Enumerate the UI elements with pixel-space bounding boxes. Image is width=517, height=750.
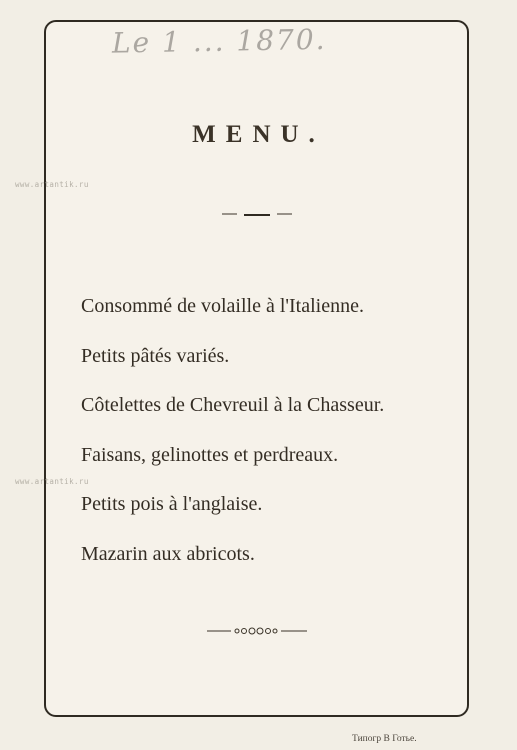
menu-list [81, 282, 461, 580]
menu-item: Petits pâtés variés. [81, 344, 230, 367]
menu-item: Faisans, gelinottes et perdreaux. [81, 443, 339, 466]
watermark-text: www.artantik.ru [15, 180, 89, 189]
ornament-divider [207, 624, 307, 638]
menu-item: Côtelettes de Chevreuil à la Chasseur. [81, 394, 385, 417]
menu-title: MENU. [192, 121, 325, 148]
menu-item: Consommé de volaille à l'Italienne. [81, 295, 364, 317]
title-rule [222, 211, 292, 219]
printer-imprint: Типогр В Готье. [352, 734, 417, 744]
menu-item: Mazarin aux abricots. [81, 542, 255, 565]
watermark-text: www.artantik.ru [15, 477, 89, 486]
handwritten-date: Le 1 ... 1870. [111, 22, 327, 60]
menu-item: Petits pois à l'anglaise. [81, 493, 263, 516]
